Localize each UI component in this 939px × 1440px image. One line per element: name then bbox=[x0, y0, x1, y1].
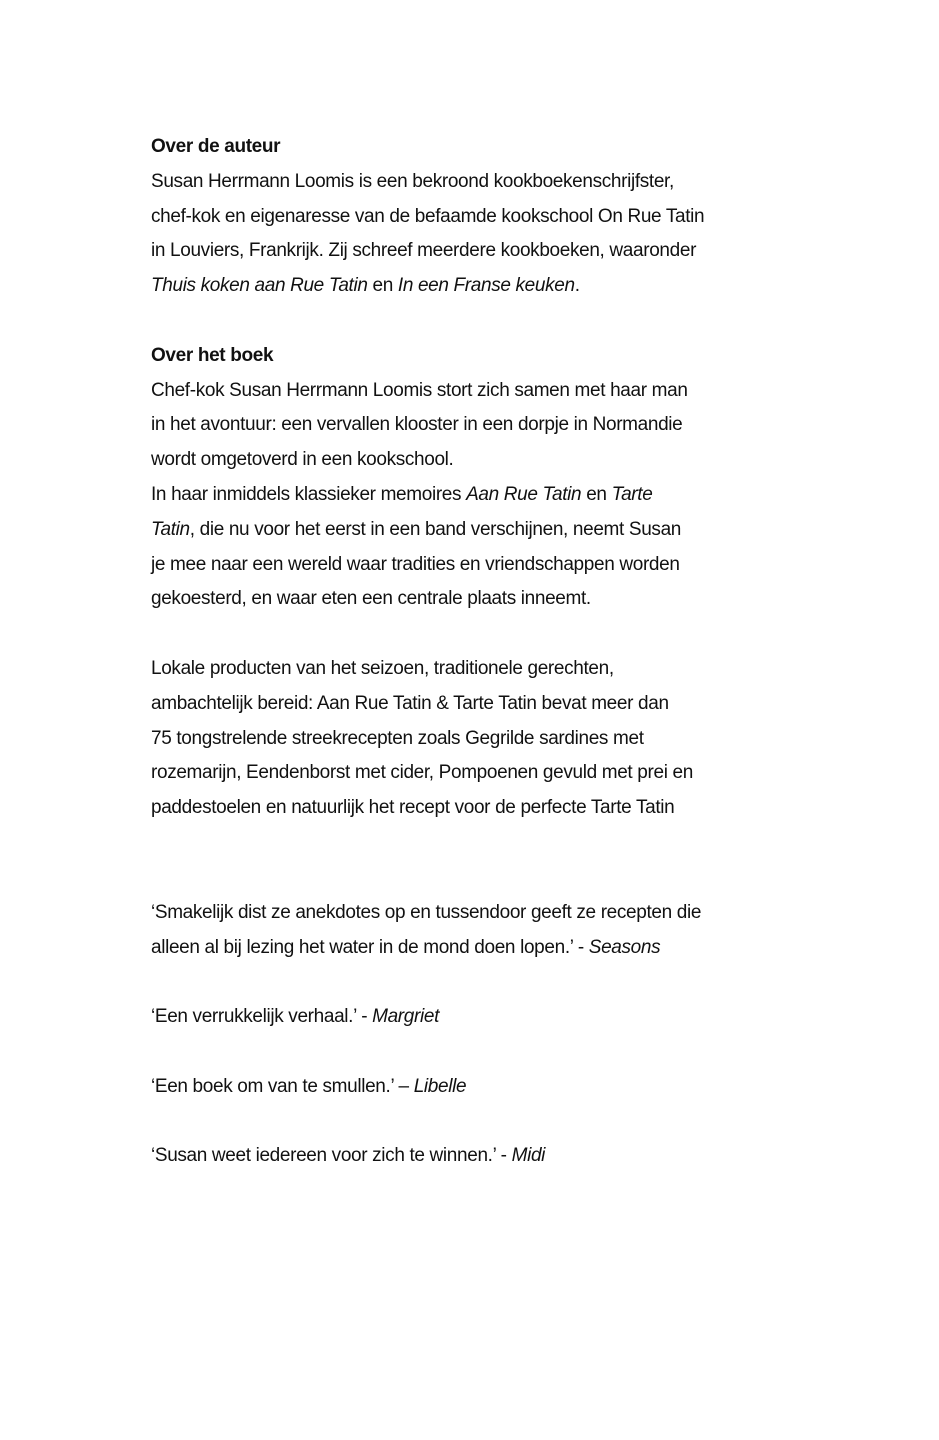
book-title: Tarte bbox=[611, 484, 653, 505]
products-line: 75 tongstrelende streekrecepten zoals Gegrilde sardines met bbox=[151, 728, 644, 749]
quote-midi bbox=[151, 1144, 545, 1168]
book-heading: Over het boek bbox=[151, 345, 274, 366]
quote-margriet bbox=[151, 1005, 439, 1029]
text: In haar inmiddels klassieker memoires bbox=[151, 484, 467, 505]
book-title: Tatin bbox=[151, 519, 190, 540]
quote-text: ‘Susan weet iedereen voor zich te winnen.’ - bbox=[151, 1145, 512, 1166]
author-books-line bbox=[151, 274, 580, 298]
quote-source: Margriet bbox=[372, 1006, 439, 1027]
author-heading: Over de auteur bbox=[151, 136, 281, 157]
author-text-line: in Louviers, Frankrijk. Zij schreef meerdere kookboeken, waaronder bbox=[151, 240, 697, 261]
book-text-line: je mee naar een wereld waar tradities en vriendschappen worden bbox=[151, 554, 680, 575]
text: en bbox=[581, 484, 612, 505]
quote-text: alleen al bij lezing het water in de mond doen lopen.’ - bbox=[151, 937, 589, 958]
quote-text: ‘Een verrukkelijk verhaal.’ - bbox=[151, 1006, 373, 1027]
text: , die nu voor het eerst in een band verschijnen, neemt Susan bbox=[189, 519, 682, 540]
author-text-line: Susan Herrmann Loomis is een bekroond kookboekenschrijfster, bbox=[151, 171, 674, 192]
book-text-line: gekoesterd, en waar eten een centrale plaats inneemt. bbox=[151, 588, 591, 609]
memoir-line bbox=[151, 518, 681, 542]
quote-source: Libelle bbox=[413, 1076, 467, 1097]
book-title: Aan Rue Tatin bbox=[466, 484, 582, 505]
products-line: rozemarijn, Eendenborst met cider, Pompoenen gevuld met prei en bbox=[151, 762, 693, 783]
book-text-line: in het avontuur: een vervallen klooster in een dorpje in Normandie bbox=[151, 414, 683, 435]
quote-seasons-line1: ‘Smakelijk dist ze anekdotes op en tussendoor geeft ze recepten die bbox=[151, 902, 702, 923]
products-line: paddestoelen en natuurlijk het recept voor de perfecte Tarte Tatin bbox=[151, 797, 675, 818]
book-title: In een Franse keuken bbox=[397, 275, 575, 296]
quote-source: Seasons bbox=[588, 937, 661, 958]
quote-source: Midi bbox=[511, 1145, 546, 1166]
products-line: ambachtelijk bereid: Aan Rue Tatin & Tarte Tatin bevat meer dan bbox=[151, 693, 669, 714]
book-text-line: Chef-kok Susan Herrmann Loomis stort zich samen met haar man bbox=[151, 380, 688, 401]
text: . bbox=[574, 275, 580, 296]
products-line: Lokale producten van het seizoen, traditionele gerechten, bbox=[151, 658, 614, 679]
quote-libelle bbox=[151, 1075, 466, 1099]
author-text-line: chef-kok en eigenaresse van de befaamde kookschool On Rue Tatin bbox=[151, 206, 705, 227]
quote-seasons-line2 bbox=[151, 936, 660, 960]
book-text-line: wordt omgetoverd in een kookschool. bbox=[151, 449, 454, 470]
memoir-line bbox=[151, 483, 652, 507]
quote-text: ‘Een boek om van te smullen.’ – bbox=[151, 1076, 414, 1097]
book-title: Thuis koken aan Rue Tatin bbox=[151, 275, 368, 296]
text: en bbox=[367, 275, 398, 296]
